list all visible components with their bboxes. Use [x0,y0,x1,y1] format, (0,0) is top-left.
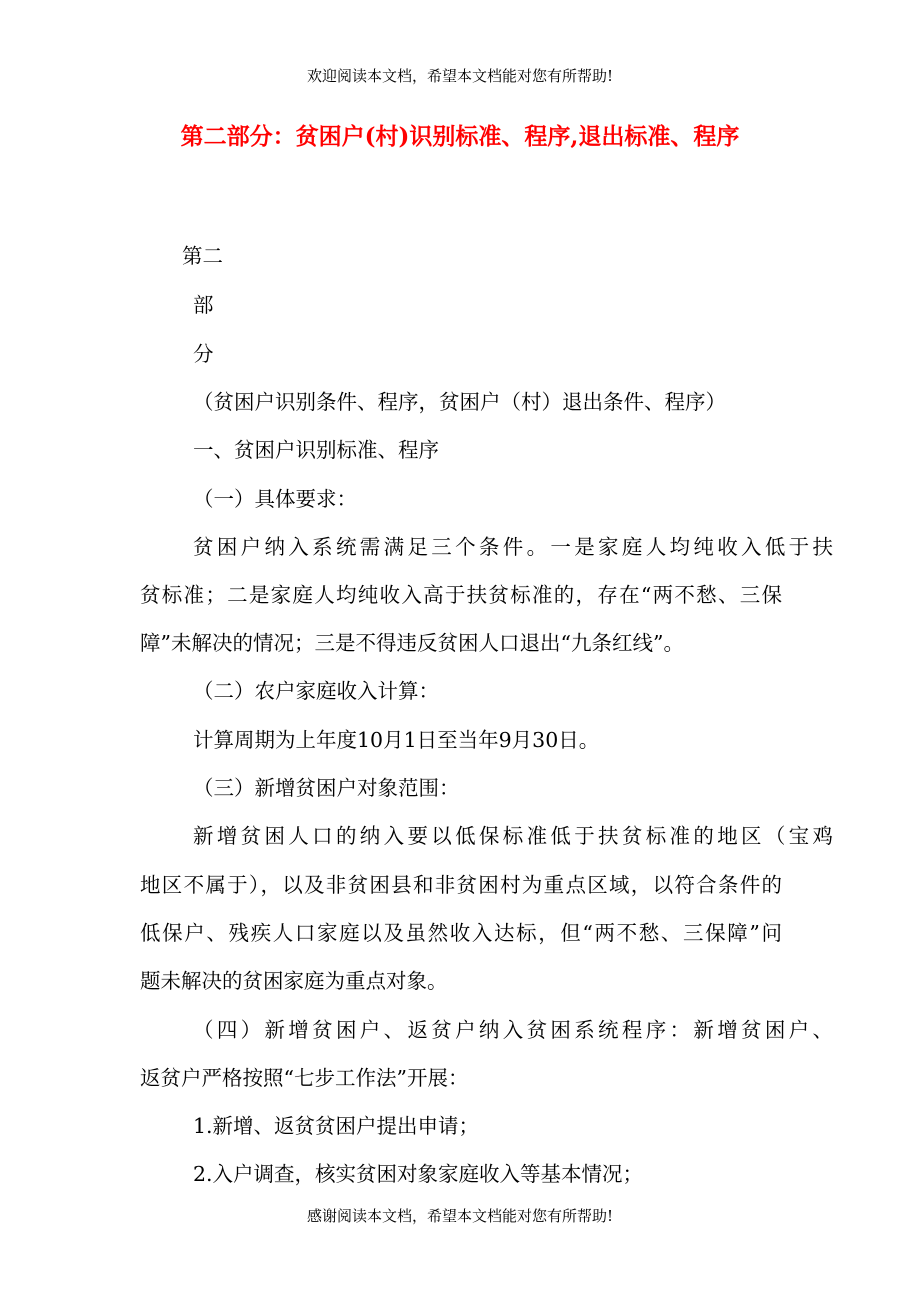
item4-line-2: 返贫户严格按照“七步工作法”开展： [140,1066,469,1090]
document-title: 第二部分：贫困户(村)识别标准、程序,退出标准、程序 [180,123,740,150]
item1-line-3: 障”未解决的情况；三是不得违反贫困人口退出“九条红线”。 [140,631,684,655]
subtitle: （贫困户识别条件、程序，贫困户（村）退出条件、程序） [193,390,726,414]
item1-heading: （一）具体要求： [193,487,357,511]
heading-vertical-line-1: 第二 [182,244,223,268]
step-2: 2.入户调查，核实贫困对象家庭收入等基本情况； [193,1162,644,1186]
item1-line-1: 贫困户纳入系统需满足三个条件。一是家庭人均纯收入低于扶 [193,535,833,559]
heading-vertical-line-2: 部 [193,293,214,317]
item4-line-1: （四）新增贫困户、返贫户纳入贫困系统程序：新增贫困户、 [193,1018,833,1042]
item3-line-4: 题未解决的贫困家庭为重点对象。 [140,969,448,993]
step-1: 1.新增、返贫贫困户提出申请； [193,1114,480,1138]
page-header: 欢迎阅读本文档，希望本文档能对您有所帮助! [306,67,614,85]
item3-line-2: 地区不属于），以及非贫困县和非贫困村为重点区域，以符合条件的 [140,873,782,897]
item1-line-2: 贫标准；二是家庭人均纯收入高于扶贫标准的，存在“两不愁、三保 [140,583,782,607]
item3-line-1: 新增贫困人口的纳入要以低保标准低于扶贫标准的地区（宝鸡 [193,824,833,848]
section-heading: 一、贫困户识别标准、程序 [193,438,439,462]
heading-vertical-line-3: 分 [193,342,214,366]
item2-text: 计算周期为上年度10月1日至当年9月30日。 [193,728,600,752]
item2-heading: （二）农户家庭收入计算： [193,679,439,703]
item3-line-3: 低保户、残疾人口家庭以及虽然收入达标，但“两不愁、三保障”问 [140,921,782,945]
item3-heading: （三）新增贫困户对象范围： [193,776,460,800]
page-footer: 感谢阅读本文档，希望本文档能对您有所帮助! [306,1207,614,1225]
